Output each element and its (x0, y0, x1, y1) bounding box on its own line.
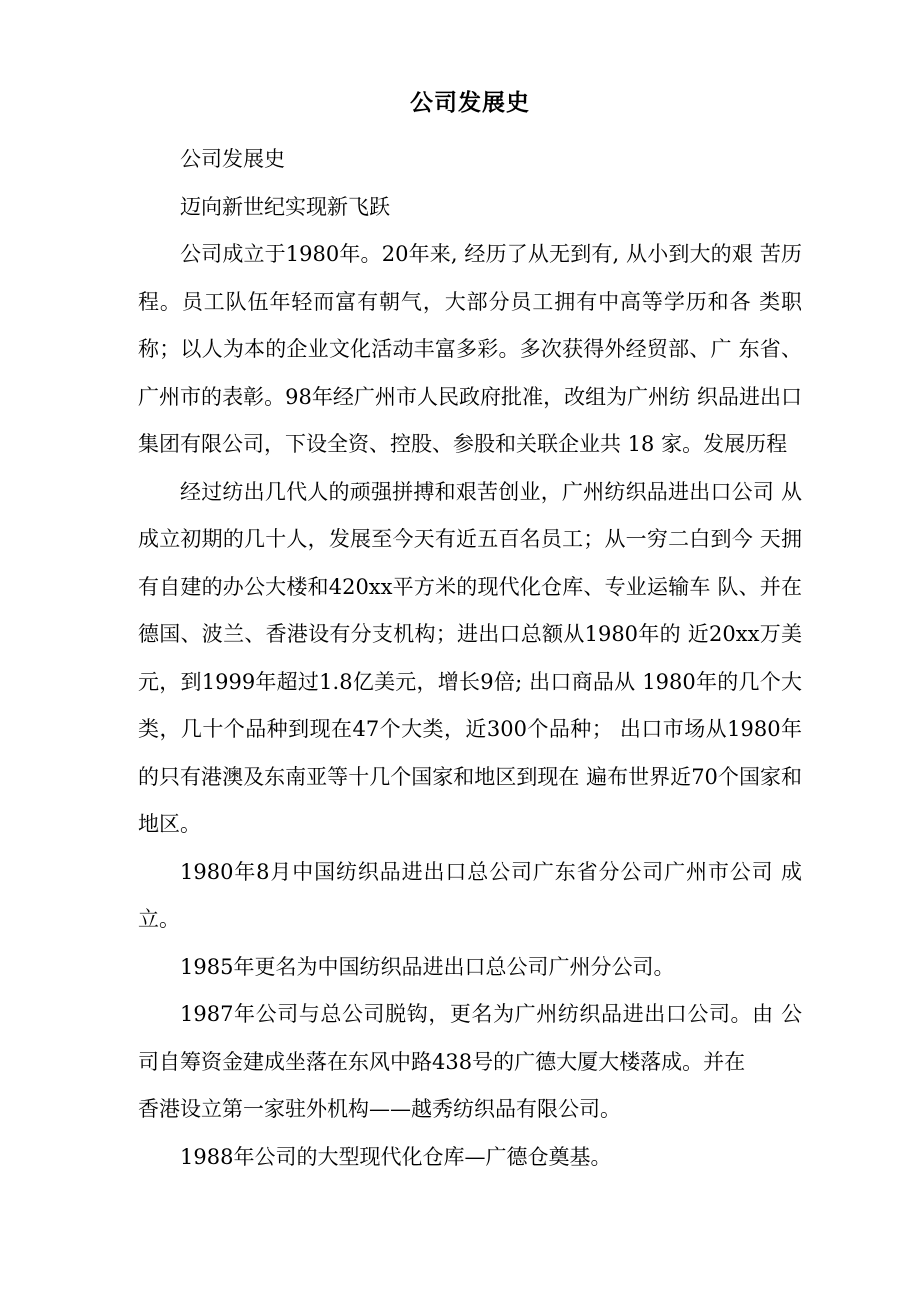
paragraph: 1985年更名为中国纺织品进出口总公司广州分公司。 (180, 954, 675, 979)
paragraph: 公司成立于1980年。20年来, 经历了从无到有, 从小到大的艰 苦历程。员工队伍年轻而富有朝气，大部分员工拥有中高等学历和各 类职称；以人为本的企业文化活动丰富多彩。多次获得外经贸部、广 东省、广州市的表彰。98年经广州市人民政府批准，改组为广州纺 织品进出口集团有限公司，下设全资、控股、参股和关联企业共 18 家。发展历程 (138, 242, 802, 456)
paragraph: 香港设立第一家驻外机构——越秀纺织品有限公司。 (138, 1097, 621, 1121)
document-title: 公司发展史 (410, 89, 530, 116)
paragraph: 经过纺出几代人的顽强拼搏和艰苦创业，广州纺织品进出口公司 从成立初期的几十人，发展至今天有近五百名员工；从一穷二白到今 天拥有自建的办公大楼和420xx平方米的现代化仓库、专业运输车 队、并在德国、波兰、香港设有分支机构；进出口总额从1980年的 近20xx万美元，到1999年超过1.8亿美元，增长9倍; 出口商品从 1980年的几个大类，几十个品种到现在47个大类，近300个品种； 出口市场从1980年的只有港澳及东南亚等十几个国家和地区到现在 遍布世界近70个国家和地区。 (138, 479, 802, 836)
paragraph: 公司发展史 (180, 147, 285, 171)
paragraph: 1987年公司与总公司脱钩，更名为广州纺织品进出口公司。由 公司自筹资金建成坐落在东风中路438号的广德大厦大楼落成。并在 (138, 1002, 802, 1074)
document-body (138, 136, 802, 1181)
paragraph: 1980年8月中国纺织品进出口总公司广东省分公司广州市公司 成立。 (138, 859, 802, 931)
paragraph: 1988年公司的大型现代化仓库—广德仓奠基。 (180, 1144, 612, 1169)
paragraph: 迈向新世纪实现新飞跃 (180, 194, 390, 219)
